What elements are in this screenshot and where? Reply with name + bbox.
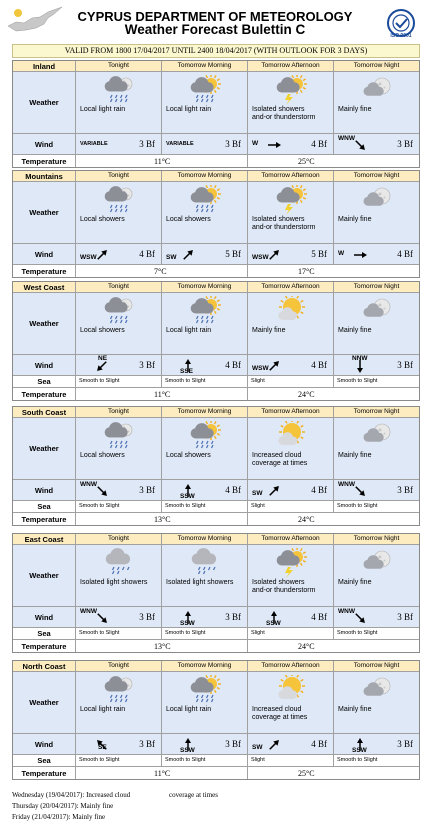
sea-state: Slight [251, 757, 265, 763]
wind-force: 3 Bf [397, 139, 413, 149]
wind-direction: SSW [266, 620, 281, 627]
wind-label: Wind [34, 139, 54, 149]
weather-cell [161, 545, 247, 606]
temperature-label: Temperature [21, 514, 67, 524]
sea-state: Smooth to Slight [337, 378, 378, 384]
sea-state: Smooth to Slight [79, 630, 120, 636]
wind-label: Wind [34, 249, 54, 259]
wind-row [13, 607, 419, 628]
wind-force: 5 Bf [311, 249, 327, 259]
weather-cell [333, 545, 419, 606]
sea-state: Slight [251, 503, 265, 509]
temperature-day: 24°C [298, 642, 315, 651]
iso-label: ISO 9001 [390, 33, 412, 39]
region-name: Mountains [25, 171, 63, 181]
weather-cell [75, 672, 161, 733]
wind-cell [75, 134, 161, 154]
cloud-moon-icon [360, 185, 394, 215]
wind-arrow-icon [340, 246, 380, 264]
rain-cloud-moon-icon [102, 75, 136, 105]
weather-description: Local showers [80, 327, 125, 334]
region-block [12, 170, 420, 278]
weather-description: Local showers [166, 452, 211, 459]
weather-description: Mainly fine [338, 706, 372, 713]
wind-cell [333, 355, 419, 375]
temperature-day: 25°C [298, 157, 315, 166]
outlook-day-2: Thursday (20/04/2017): Mainly fine [12, 802, 114, 810]
wind-direction: VARIABLE [166, 141, 194, 147]
wind-cell [161, 134, 247, 154]
wind-cell [333, 134, 419, 154]
column-header: Tonight [108, 662, 129, 669]
wind-cell [333, 734, 419, 754]
wind-row [13, 480, 419, 501]
temperature-night: 13°C [154, 515, 171, 524]
column-header: Tomorrow Night [353, 172, 400, 179]
wind-direction: SW [252, 744, 263, 751]
column-header: Tonight [108, 283, 129, 290]
wind-force: 3 Bf [139, 360, 155, 370]
wind-cell [75, 607, 161, 627]
temperature-label: Temperature [21, 768, 67, 778]
wind-force: 3 Bf [397, 485, 413, 495]
rain-cloud-sun-icon [188, 421, 222, 451]
wind-force: 3 Bf [225, 139, 241, 149]
wind-force: 3 Bf [139, 739, 155, 749]
weather-row [13, 182, 419, 244]
weather-cell [75, 418, 161, 479]
wind-cell [161, 607, 247, 627]
cloud-moon-icon [360, 421, 394, 451]
region-header-row [13, 534, 419, 545]
region-name: North Coast [22, 661, 66, 671]
column-header: Tomorrow Afternoon [261, 408, 320, 415]
wind-force: 4 Bf [311, 139, 327, 149]
temperature-label: Temperature [21, 389, 67, 399]
region-header-row [13, 171, 419, 182]
weather-label: Weather [29, 698, 59, 707]
wind-force: 3 Bf [397, 739, 413, 749]
wind-force: 3 Bf [397, 360, 413, 370]
region-header-row [13, 61, 419, 72]
wind-direction: SSE [180, 368, 194, 375]
rain-cloud-moon-icon [102, 421, 136, 451]
thunder-cloud-sun-icon [274, 548, 308, 578]
weather-row [13, 672, 419, 734]
wind-force: 3 Bf [225, 739, 241, 749]
region-block [12, 660, 420, 780]
wind-force: 4 Bf [311, 485, 327, 495]
temperature-row [13, 388, 419, 400]
weather-cell [75, 72, 161, 133]
wind-direction: SSW [352, 747, 367, 754]
thunder-cloud-sun-icon [274, 75, 308, 105]
weather-description: Mainly fine [338, 216, 372, 223]
sea-label: Sea [37, 377, 51, 386]
wind-force: 4 Bf [311, 360, 327, 370]
weather-description: Local light rain [80, 106, 126, 113]
sea-row [13, 501, 419, 513]
column-header: Tomorrow Afternoon [261, 283, 320, 290]
wind-label: Wind [34, 485, 54, 495]
weather-description: Mainly fine [252, 327, 286, 334]
light-rain-cloud-icon [102, 548, 136, 578]
wind-direction: WNW [338, 135, 355, 142]
region-header-row [13, 407, 419, 418]
light-rain-cloud-icon [188, 548, 222, 578]
column-header: Tonight [108, 408, 129, 415]
weather-label: Weather [29, 444, 59, 453]
region-name: Inland [32, 61, 56, 71]
thunder-cloud-sun-icon [274, 185, 308, 215]
wind-direction: WNW [80, 608, 97, 615]
wind-arrow-icon [254, 136, 294, 154]
cloud-moon-icon [360, 548, 394, 578]
weather-description: Local light rain [166, 706, 212, 713]
sea-state: Smooth to Slight [165, 503, 206, 509]
column-header: Tomorrow Night [353, 535, 400, 542]
weather-row [13, 293, 419, 355]
weather-cell [333, 72, 419, 133]
weather-cell [161, 418, 247, 479]
weather-description: Isolated showers and-or thunderstorm [252, 216, 316, 231]
wind-row [13, 734, 419, 755]
weather-description: Mainly fine [338, 327, 372, 334]
wind-force: 4 Bf [311, 739, 327, 749]
wind-label: Wind [34, 739, 54, 749]
wind-direction: SSW [180, 747, 195, 754]
weather-cell [247, 72, 333, 133]
cloud-moon-icon [360, 296, 394, 326]
sea-label: Sea [37, 629, 51, 638]
wind-force: 3 Bf [139, 485, 155, 495]
temperature-day: 17°C [298, 267, 315, 276]
weather-description: Local showers [80, 216, 125, 223]
weather-cell [247, 182, 333, 243]
wind-row [13, 244, 419, 265]
wind-cell [75, 480, 161, 500]
wind-direction: NE [98, 355, 108, 362]
weather-description: Isolated light showers [166, 579, 234, 586]
rain-cloud-moon-icon [102, 675, 136, 705]
column-header: Tomorrow Morning [177, 172, 232, 179]
weather-cell [161, 182, 247, 243]
temperature-day: 25°C [298, 769, 315, 778]
wind-cell [161, 244, 247, 264]
column-header: Tonight [108, 535, 129, 542]
weather-description: Mainly fine [338, 579, 372, 586]
outlook-day-1-extra: coverage at times [169, 791, 218, 799]
wind-force: 3 Bf [139, 612, 155, 622]
weather-cell [161, 293, 247, 354]
sea-state: Slight [251, 630, 265, 636]
sea-state: Smooth to Slight [337, 503, 378, 509]
temperature-row [13, 265, 419, 277]
column-header: Tomorrow Afternoon [261, 172, 320, 179]
wind-direction: WSW [80, 254, 97, 261]
wind-cell [75, 734, 161, 754]
wind-cell [161, 734, 247, 754]
wind-direction: WSW [252, 254, 269, 261]
column-header: Tomorrow Morning [177, 662, 232, 669]
weather-row [13, 72, 419, 134]
bulletin-header [0, 0, 430, 42]
temperature-night: 11°C [154, 769, 171, 778]
wind-force: 4 Bf [139, 249, 155, 259]
weather-cell [75, 182, 161, 243]
rain-cloud-sun-icon [188, 185, 222, 215]
rain-cloud-moon-icon [102, 185, 136, 215]
column-header: Tonight [108, 172, 129, 179]
wind-label: Wind [34, 612, 54, 622]
weather-cell [75, 545, 161, 606]
weather-cell [247, 293, 333, 354]
column-header: Tomorrow Morning [177, 283, 232, 290]
temperature-night: 11°C [154, 157, 171, 166]
wind-cell [333, 244, 419, 264]
sea-state: Smooth to Slight [165, 757, 206, 763]
weather-cell [333, 293, 419, 354]
column-header: Tomorrow Afternoon [261, 535, 320, 542]
wind-cell [333, 607, 419, 627]
wind-cell [247, 355, 333, 375]
temperature-row [13, 155, 419, 167]
weather-cell [75, 293, 161, 354]
wind-direction: WNW [338, 608, 355, 615]
bulletin-title: Weather Forecast Bulettin C [124, 22, 306, 37]
weather-cell [247, 418, 333, 479]
rain-cloud-sun-icon [188, 75, 222, 105]
weather-description: Local light rain [166, 327, 212, 334]
column-header: Tomorrow Morning [177, 62, 232, 69]
outlook-day-3: Friday (21/04/2017): Mainly fine [12, 813, 106, 821]
temperature-row [13, 513, 419, 525]
department-title: CYPRUS DEPARTMENT OF METEOROLOGY [77, 9, 353, 24]
weather-label: Weather [29, 208, 59, 217]
temperature-night: 13°C [154, 642, 171, 651]
wind-force: 5 Bf [225, 249, 241, 259]
wind-row [13, 134, 419, 155]
weather-description: Isolated light showers [80, 579, 148, 586]
cloud-moon-icon [360, 75, 394, 105]
sea-state: Smooth to Slight [79, 757, 120, 763]
rain-cloud-moon-icon [102, 296, 136, 326]
weather-description: Isolated showers and-or thunderstorm [252, 579, 316, 594]
column-header: Tomorrow Night [353, 408, 400, 415]
rain-cloud-sun-icon [188, 675, 222, 705]
outlook-day-1: Wednesday (19/04/2017): Increased cloud [12, 791, 131, 799]
temperature-day: 24°C [298, 390, 315, 399]
region-block [12, 60, 420, 168]
temperature-night: 7°C [154, 267, 167, 276]
weather-description: Increased cloud coverage at times [252, 706, 308, 721]
wind-direction: SSW [180, 493, 195, 500]
region-name: West Coast [23, 282, 65, 292]
weather-description: Mainly fine [338, 452, 372, 459]
wind-cell [161, 480, 247, 500]
wind-cell [247, 134, 333, 154]
wind-direction: WNW [80, 481, 97, 488]
sea-row [13, 376, 419, 388]
weather-row [13, 545, 419, 607]
weather-label: Weather [29, 98, 59, 107]
wind-force: 4 Bf [311, 612, 327, 622]
wind-direction: SW [166, 254, 177, 261]
temperature-day: 24°C [298, 515, 315, 524]
weather-cell [247, 672, 333, 733]
temperature-row [13, 640, 419, 652]
weather-cell [247, 545, 333, 606]
wind-direction: WSW [252, 365, 269, 372]
weather-cell [161, 72, 247, 133]
column-header: Tomorrow Morning [177, 408, 232, 415]
wind-direction: W [252, 140, 259, 147]
wind-label: Wind [34, 360, 54, 370]
wind-cell [75, 244, 161, 264]
wind-force: 3 Bf [225, 612, 241, 622]
wind-direction: SE [98, 744, 107, 751]
wind-cell [161, 355, 247, 375]
weather-label: Weather [29, 319, 59, 328]
weather-label: Weather [29, 571, 59, 580]
weather-description: Local showers [166, 216, 211, 223]
region-name: East Coast [24, 534, 64, 544]
wind-force: 3 Bf [397, 612, 413, 622]
sea-label: Sea [37, 756, 51, 765]
temperature-label: Temperature [21, 641, 67, 651]
sea-row [13, 628, 419, 640]
sea-state: Smooth to Slight [79, 503, 120, 509]
sea-row [13, 755, 419, 767]
wind-row [13, 355, 419, 376]
rain-cloud-sun-icon [188, 296, 222, 326]
sea-state: Slight [251, 378, 265, 384]
weather-description: Isolated showers and-or thunderstorm [252, 106, 316, 121]
wind-cell [75, 355, 161, 375]
weather-cell [333, 418, 419, 479]
column-header: Tomorrow Night [353, 283, 400, 290]
sea-label: Sea [37, 502, 51, 511]
sea-state: Smooth to Slight [165, 630, 206, 636]
wind-force: 4 Bf [397, 249, 413, 259]
column-header: Tonight [108, 62, 129, 69]
cloud-moon-icon [360, 675, 394, 705]
wind-direction: SW [252, 490, 263, 497]
sun-cloud-icon [274, 675, 308, 705]
weather-description: Local showers [80, 452, 125, 459]
region-name: South Coast [21, 407, 67, 417]
weather-description: Mainly fine [338, 106, 372, 113]
sea-state: Smooth to Slight [165, 378, 206, 384]
column-header: Tomorrow Afternoon [261, 62, 320, 69]
sea-state: Smooth to Slight [337, 757, 378, 763]
sun-cloud-icon [274, 296, 308, 326]
weather-description: Increased cloud coverage at times [252, 452, 308, 467]
weather-description: Local light rain [166, 106, 212, 113]
region-block [12, 406, 420, 526]
sea-state: Smooth to Slight [337, 630, 378, 636]
wind-force: 3 Bf [139, 139, 155, 149]
weather-description: Local light rain [80, 706, 126, 713]
region-header-row [13, 282, 419, 293]
outlook [12, 790, 218, 823]
region-header-row [13, 661, 419, 672]
wind-cell [247, 244, 333, 264]
weather-cell [333, 672, 419, 733]
column-header: Tomorrow Afternoon [261, 662, 320, 669]
temperature-night: 11°C [154, 390, 171, 399]
wind-direction: WNW [338, 481, 355, 488]
weather-cell [333, 182, 419, 243]
region-block [12, 533, 420, 653]
wind-direction: VARIABLE [80, 141, 108, 147]
wind-direction: NNW [352, 355, 368, 362]
column-header: Tomorrow Night [353, 662, 400, 669]
wind-cell [247, 480, 333, 500]
wind-cell [247, 607, 333, 627]
weather-cell [161, 672, 247, 733]
temperature-row [13, 767, 419, 779]
weather-row [13, 418, 419, 480]
wind-cell [333, 480, 419, 500]
wind-force: 4 Bf [225, 360, 241, 370]
sun-cloud-icon [274, 421, 308, 451]
column-header: Tomorrow Night [353, 62, 400, 69]
wind-force: 4 Bf [225, 485, 241, 495]
region-block [12, 281, 420, 401]
temperature-label: Temperature [21, 266, 67, 276]
sea-state: Smooth to Slight [79, 378, 120, 384]
wind-direction: W [338, 250, 345, 257]
column-header: Tomorrow Morning [177, 535, 232, 542]
temperature-label: Temperature [21, 156, 67, 166]
wind-cell [247, 734, 333, 754]
wind-direction: SSW [180, 620, 195, 627]
validity-banner: VALID FROM 1800 17/04/2017 UNTIL 2400 18/04/2017 (WITH OUTLOOK FOR 3 DAYS) [12, 44, 420, 58]
